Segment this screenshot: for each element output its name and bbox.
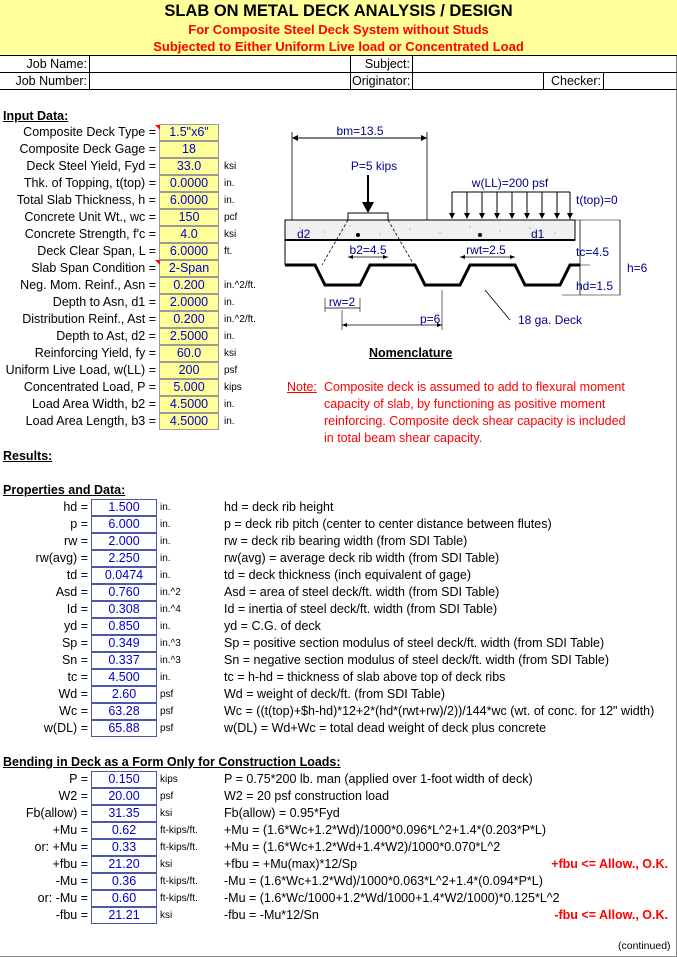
bending-description: W2 = 20 psf construction load	[224, 789, 390, 803]
note-line: capacity of slab, by functioning as positive moment	[324, 397, 606, 411]
property-description: hd = deck rib height	[224, 500, 334, 514]
bending-label: or: -Mu =	[37, 891, 88, 905]
pitch-label: p=6	[420, 312, 441, 326]
property-unit: psf	[160, 723, 174, 734]
property-label: Sp =	[61, 636, 88, 650]
subject-label: Subject:	[364, 57, 410, 71]
bending-label: P =	[69, 772, 88, 786]
input-value-cell[interactable]: 6.0000	[159, 243, 219, 260]
input-value-cell[interactable]: 150	[159, 209, 219, 226]
input-label: Thk. of Topping, t(top) =	[23, 176, 156, 190]
property-label: Asd =	[55, 585, 88, 599]
results-heading: Results:	[3, 449, 53, 463]
property-unit: in.^3	[160, 655, 181, 666]
input-unit: ksi	[224, 348, 237, 359]
property-unit: in.	[160, 621, 171, 632]
header-divider	[0, 89, 677, 90]
input-value-cell[interactable]: 4.5000	[159, 396, 219, 413]
input-label: Reinforcing Yield, fy =	[34, 346, 156, 360]
uniform-load-arrows	[452, 192, 570, 216]
bending-value-cell: 0.62	[91, 822, 157, 839]
b2-label: b2=4.5	[349, 243, 387, 257]
input-unit: in.	[224, 331, 235, 342]
sheet-title: SLAB ON METAL DECK ANALYSIS / DESIGN	[164, 2, 513, 20]
originator-label: Originator:	[352, 74, 411, 88]
property-description: yd = C.G. of deck	[224, 619, 321, 633]
bending-value-cell: 0.36	[91, 873, 157, 890]
continued-label: (continued)	[618, 940, 671, 952]
property-unit: in.^4	[160, 604, 181, 615]
property-label: tc =	[67, 670, 88, 684]
bending-unit: ksi	[160, 859, 173, 870]
status-check: +fbu <= Allow., O.K.	[551, 857, 668, 871]
bending-description: P = 0.75*200 lb. man (applied over 1-foot width of deck)	[224, 772, 533, 786]
bending-unit: ft-kips/ft.	[160, 842, 198, 853]
property-label: hd =	[63, 500, 88, 514]
property-value-cell: 2.250	[91, 550, 157, 567]
title-band	[0, 0, 677, 56]
bending-description: +Mu = (1.6*Wc+1.2*Wd+1.4*W2)/1000*0.070*L^2	[224, 840, 501, 854]
input-unit: psf	[224, 365, 238, 376]
input-label: Uniform Live Load, w(LL) =	[5, 363, 156, 377]
property-unit: in.^3	[160, 638, 181, 649]
input-unit: in.	[224, 416, 235, 427]
property-unit: in.	[160, 570, 171, 581]
bending-label: W2 =	[58, 789, 88, 803]
property-unit: in.	[160, 672, 171, 683]
input-value-cell[interactable]: 60.0	[159, 345, 219, 362]
property-unit: in.	[160, 536, 171, 547]
originator-field[interactable]	[414, 75, 542, 88]
property-value-cell: 0.349	[91, 635, 157, 652]
property-value-cell: 0.850	[91, 618, 157, 635]
input-unit: ksi	[224, 161, 237, 172]
bending-unit: psf	[160, 791, 174, 802]
property-label: rw(avg) =	[35, 551, 88, 565]
input-unit: in.^2/ft.	[224, 280, 256, 291]
input-value-cell[interactable]: 0.200	[159, 277, 219, 294]
input-value-cell[interactable]: 2.5000	[159, 328, 219, 345]
bending-description: +fbu = +Mu(max)*12/Sp	[224, 857, 358, 871]
bending-label: +Mu =	[52, 823, 88, 837]
property-label: p =	[70, 517, 88, 531]
header-divider	[0, 72, 677, 73]
input-value-cell[interactable]: 6.0000	[159, 192, 219, 209]
deck-gage-label: 18 ga. Deck	[518, 313, 583, 327]
sheet-subtitle-2: Subjected to Either Uniform Live load or Concentrated Load	[153, 39, 524, 54]
property-label: Wc =	[59, 704, 88, 718]
bending-value-cell: 0.60	[91, 890, 157, 907]
input-value-cell[interactable]: 0.0000	[159, 175, 219, 192]
input-label: Load Area Length, b3 =	[25, 414, 156, 428]
bending-heading: Bending in Deck as a Form Only for Construction Loads:	[3, 755, 341, 769]
property-description: Sp = positive section modulus of steel deck/ft. width (from SDI Table)	[224, 636, 605, 650]
property-description: w(DL) = Wd+Wc = total dead weight of deck plus concrete	[224, 721, 547, 735]
status-check: -fbu <= Allow., O.K.	[554, 908, 668, 922]
input-label: Deck Clear Span, L =	[37, 244, 156, 258]
header-divider	[89, 56, 90, 90]
input-label: Neg. Mom. Reinf., Asn =	[20, 278, 156, 292]
checker-label: Checker:	[550, 74, 601, 88]
bending-label: Fb(allow) =	[25, 806, 88, 820]
property-label: Wd =	[58, 687, 88, 701]
input-label: Composite Deck Type =	[23, 125, 156, 139]
property-label: td =	[66, 568, 88, 582]
property-label: yd =	[64, 619, 88, 633]
input-value-cell[interactable]: 18	[159, 141, 219, 158]
bending-label: +fbu =	[52, 857, 88, 871]
property-value-cell: 0.0474	[91, 567, 157, 584]
property-description: td = deck thickness (inch equivalent of gage)	[224, 568, 472, 582]
property-description: Wd = weight of deck/ft. (from SDI Table)	[224, 687, 446, 701]
property-value-cell: 1.500	[91, 499, 157, 516]
bending-value-cell: 0.150	[91, 771, 157, 788]
tc-label: tc=4.5	[576, 245, 610, 259]
input-unit: pcf	[224, 212, 238, 223]
bending-value-cell: 31.35	[91, 805, 157, 822]
property-value-cell: 0.760	[91, 584, 157, 601]
property-value-cell: 65.88	[91, 720, 157, 737]
h-label: h=6	[627, 261, 648, 275]
note-line: in total beam shear capacity.	[324, 431, 483, 445]
bending-label: -Mu =	[55, 874, 88, 888]
property-unit: in.	[160, 519, 171, 530]
input-label: Concrete Unit Wt., wc =	[24, 210, 156, 224]
nomenclature-caption: Nomenclature	[369, 346, 453, 360]
ttop-label: t(top)=0	[576, 193, 618, 207]
header-divider	[412, 56, 413, 90]
bending-description: Fb(allow) = 0.95*Fyd	[224, 806, 340, 820]
property-value-cell: 63.28	[91, 703, 157, 720]
input-label: Concentrated Load, P =	[23, 380, 156, 394]
steel-deck-profile	[285, 265, 580, 285]
header-divider	[543, 72, 544, 90]
bending-description: +Mu = (1.6*Wc+1.2*Wd)/1000*0.096*L^2+1.4*(0.203*P*L)	[224, 823, 547, 837]
bending-unit: ksi	[160, 808, 173, 819]
input-value-cell[interactable]: 2.0000	[159, 294, 219, 311]
input-value-cell[interactable]: 4.5000	[159, 413, 219, 430]
input-unit: in.	[224, 399, 235, 410]
property-unit: psf	[160, 689, 174, 700]
job-number-label: Job Number:	[15, 74, 87, 88]
input-label: Total Slab Thickness, h =	[16, 193, 156, 207]
bm-label: bm=13.5	[336, 124, 384, 138]
property-label: w(DL) =	[43, 721, 88, 735]
input-value-cell[interactable]: 33.0	[159, 158, 219, 175]
property-description: rw = deck rib bearing width (from SDI Table)	[224, 534, 468, 548]
comment-indicator	[155, 125, 160, 130]
input-value-cell[interactable]: 4.0	[159, 226, 219, 243]
bending-unit: ft-kips/ft.	[160, 876, 198, 887]
property-value-cell: 0.308	[91, 601, 157, 618]
note-line: reinforcing. Composite deck shear capacity is included	[324, 414, 626, 428]
property-description: p = deck rib pitch (center to center distance between flutes)	[224, 517, 552, 531]
property-unit: in.	[160, 553, 171, 564]
checker-field[interactable]	[605, 75, 675, 88]
input-value-cell[interactable]: 1.5"x6"	[159, 124, 219, 141]
header-divider	[350, 56, 351, 90]
input-unit: in.^2/ft.	[224, 314, 256, 325]
input-unit: in.	[224, 195, 235, 206]
input-unit: ksi	[224, 229, 237, 240]
p-load-label: P=5 kips	[350, 159, 398, 173]
comment-indicator	[155, 260, 160, 265]
bending-value-cell: 0.33	[91, 839, 157, 856]
property-unit: psf	[160, 706, 174, 717]
property-value-cell: 6.000	[91, 516, 157, 533]
input-value-cell[interactable]: 5.000	[159, 379, 219, 396]
bending-value-cell: 21.21	[91, 907, 157, 924]
input-value-cell[interactable]: 200	[159, 362, 219, 379]
bending-label: or: +Mu =	[34, 840, 88, 854]
input-label: Load Area Width, b2 =	[31, 397, 156, 411]
bending-unit: ft-kips/ft.	[160, 893, 198, 904]
input-unit: kips	[224, 382, 242, 393]
bending-value-cell: 20.00	[91, 788, 157, 805]
wll-label: w(LL)=200 psf	[471, 176, 549, 190]
job-number-field[interactable]	[91, 75, 348, 88]
property-unit: in.^2	[160, 587, 181, 598]
input-label: Deck Steel Yield, Fyd =	[26, 159, 156, 173]
input-unit: ft.	[224, 246, 233, 257]
rwt-label: rwt=2.5	[466, 243, 506, 257]
bending-description: -Mu = (1.6*Wc+1.2*Wd)/1000*0.063*L^2+1.4*(0.094*P*L)	[224, 874, 543, 888]
property-label: Id =	[66, 602, 88, 616]
sheet-subtitle-1: For Composite Steel Deck System without Studs	[188, 22, 489, 37]
hd-label: hd=1.5	[576, 279, 614, 293]
bearing-plate	[348, 213, 388, 220]
input-data-heading: Input Data:	[3, 109, 69, 123]
bending-description: -Mu = (1.6*Wc/1000+1.2*Wd/1000+1.4*W2/1000)*0.125*L^2	[224, 891, 560, 905]
job-name-label: Job Name:	[26, 57, 87, 71]
bending-unit: ft-kips/ft.	[160, 825, 198, 836]
input-value-cell[interactable]: 0.200	[159, 311, 219, 328]
property-description: rw(avg) = average deck rib width (from SDI Table)	[224, 551, 500, 565]
input-label: Composite Deck Gage =	[19, 142, 156, 156]
job-name-field[interactable]	[91, 58, 348, 71]
input-unit: in.	[224, 178, 235, 189]
property-value-cell: 2.000	[91, 533, 157, 550]
note-line: Composite deck is assumed to add to flexural moment	[324, 380, 625, 394]
rw-label: rw=2	[328, 295, 356, 309]
input-label: Depth to Ast, d2 =	[56, 329, 156, 343]
property-unit: in.	[160, 502, 171, 513]
note-label: Note:	[287, 380, 317, 394]
input-label: Concrete Strength, f'c =	[24, 227, 156, 241]
input-value-cell[interactable]: 2-Span	[159, 260, 219, 277]
property-description: tc = h-hd = thickness of slab above top of deck ribs	[224, 670, 506, 684]
subject-field[interactable]	[414, 58, 676, 71]
property-description: Sn = negative section modulus of steel deck/ft. width (from SDI Table)	[224, 653, 610, 667]
d2-label: d2	[297, 227, 311, 241]
bending-unit: ksi	[160, 910, 173, 921]
nomenclature-diagram	[280, 120, 648, 345]
property-value-cell: 2.60	[91, 686, 157, 703]
input-label: Distribution Reinf., Ast =	[22, 312, 156, 326]
bending-label: -fbu =	[55, 908, 88, 922]
bending-description: -fbu = -Mu*12/Sn	[224, 908, 319, 922]
property-label: rw =	[64, 534, 88, 548]
input-unit: in.	[224, 297, 235, 308]
property-description: Wc = ((t(top)+$h-hd)*12+2*(hd*(rwt+rw)/2))/144*wc (wt. of conc. for 12" width)	[224, 704, 655, 718]
input-label: Depth to Asn, d1 =	[52, 295, 156, 309]
property-label: Sn =	[61, 653, 88, 667]
bending-unit: kips	[160, 774, 178, 785]
bending-value-cell: 21.20	[91, 856, 157, 873]
header-divider	[603, 72, 604, 90]
properties-heading: Properties and Data:	[3, 483, 126, 497]
property-description: Id = inertia of steel deck/ft. width (from SDI Table)	[224, 602, 498, 616]
property-value-cell: 4.500	[91, 669, 157, 686]
d1-label: d1	[531, 227, 545, 241]
property-value-cell: 0.337	[91, 652, 157, 669]
property-description: Asd = area of steel deck/ft. width (from SDI Table)	[224, 585, 500, 599]
input-label: Slab Span Condition =	[31, 261, 156, 275]
